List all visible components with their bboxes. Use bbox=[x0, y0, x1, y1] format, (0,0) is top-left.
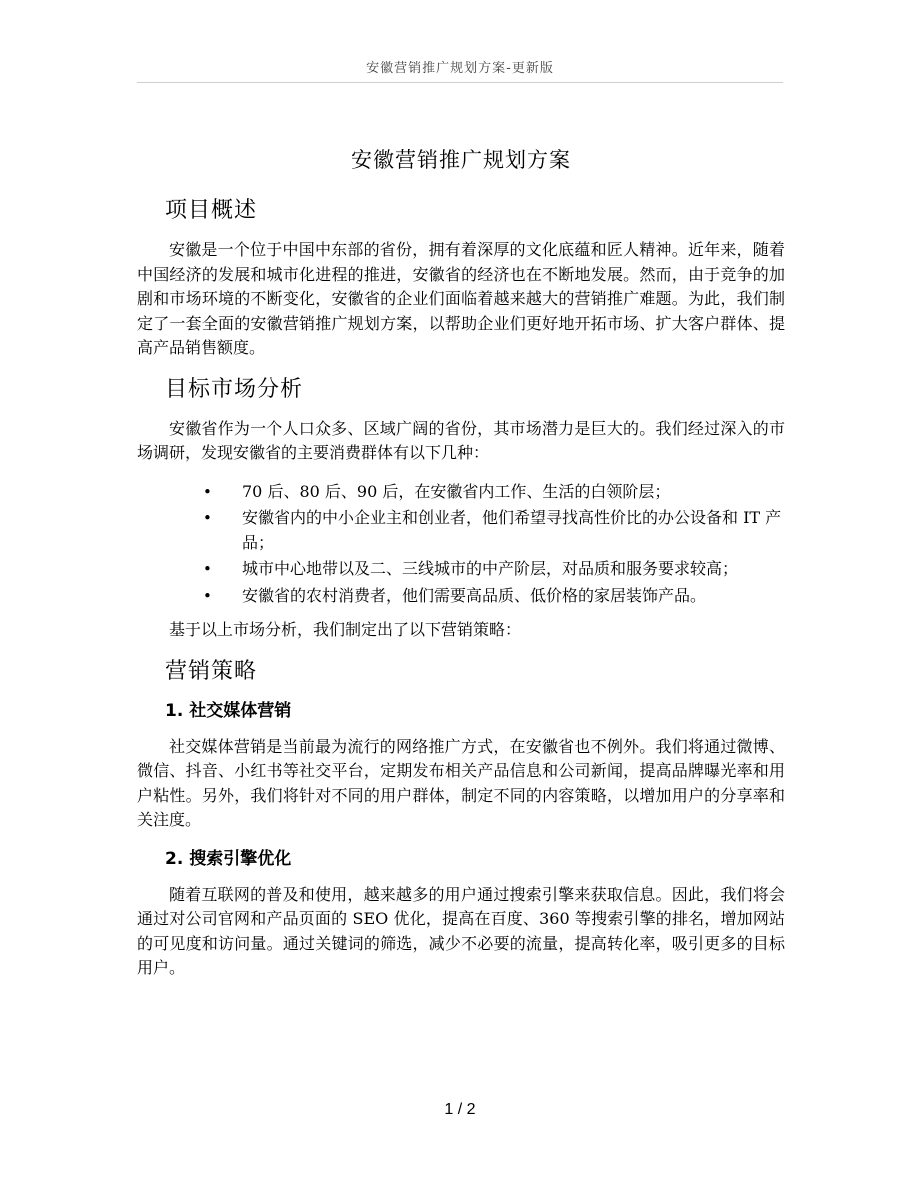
list-item bbox=[137, 480, 785, 505]
list-item bbox=[137, 557, 785, 582]
page-number: 1 / 2 bbox=[444, 1101, 476, 1118]
bullet-icon: • bbox=[203, 509, 212, 527]
list-item bbox=[137, 506, 785, 555]
subheading-seo: 2. 搜索引擎优化 bbox=[165, 848, 292, 869]
list-item-text: 城市中心地带以及二、三线城市的中产阶层，对品质和服务要求较高； bbox=[242, 559, 739, 578]
bullet-icon: • bbox=[203, 560, 212, 578]
list-item bbox=[137, 584, 785, 609]
subheading-social-media: 1. 社交媒体营销 bbox=[165, 700, 292, 721]
section-heading-strategy: 营销策略 bbox=[165, 658, 258, 684]
section-heading-overview: 项目概述 bbox=[165, 198, 258, 223]
market-conclusion: 基于以上市场分析，我们制定出了以下营销策略： bbox=[169, 620, 522, 639]
list-item-text: 70 后、80 后、90 后，在安徽省内工作、生活的白领阶层； bbox=[242, 481, 671, 501]
bullet-icon: • bbox=[203, 586, 212, 605]
market-bullet-list bbox=[137, 480, 785, 609]
list-item-text: 安徽省内的中小企业主和创业者，他们希望寻找高性价比的办公设备和 IT 产品； bbox=[242, 508, 782, 552]
document-body bbox=[137, 146, 785, 995]
market-paragraph: 安徽省作为一个人口众多、区域广阔的省份，其市场潜力是巨大的。我们经过深入的市场调研，发现安徽省的主要消费群体有以下几种： bbox=[137, 418, 785, 462]
page-header: 安徽营销推广规划方案-更新版 bbox=[366, 61, 554, 76]
section-heading-market: 目标市场分析 bbox=[165, 376, 304, 402]
header-divider bbox=[137, 82, 783, 83]
document-title: 安徽营销推广规划方案 bbox=[351, 148, 571, 172]
bullet-icon: • bbox=[203, 482, 212, 501]
list-item-text: 安徽省的农村消费者，他们需要高品质、低价格的家居装饰产品。 bbox=[242, 585, 707, 605]
social-media-paragraph: 社交媒体营销是当前最为流行的网络推广方式，在安徽省也不例外。我们将通过微博、微信、抖音、小红书等社交平台，定期发布相关产品信息和公司新闻，提高品牌曝光率和用户粘性。另外，我们将针对不同的用户群体，制定不同的内容策略，以增加用户的分享率和关注度。 bbox=[137, 736, 785, 829]
seo-paragraph: 随着互联网的普及和使用，越来越多的用户通过搜索引擎来获取信息。因此，我们将会通过对公司官网和产品页面的 SEO 优化，提高在百度、360 等搜索引擎的排名，增加网站的可见度和访问量。通过关键词的筛选，减少不必要的流量，提高转化率，吸引更多的目标用户。 bbox=[137, 884, 785, 977]
overview-paragraph: 安徽是一个位于中国中东部的省份，拥有着深厚的文化底蕴和匠人精神。近年来，随着中国经济的发展和城市化进程的推进，安徽省的经济也在不断地发展。然而，由于竞争的加剧和市场环境的不断变化，安徽省的企业们面临着越来越大的营销推广难题。为此，我们制定了一套全面的安徽营销推广规划方案，以帮助企业们更好地开拓市场、扩大客户群体、提高产品销售额度。 bbox=[137, 240, 785, 357]
